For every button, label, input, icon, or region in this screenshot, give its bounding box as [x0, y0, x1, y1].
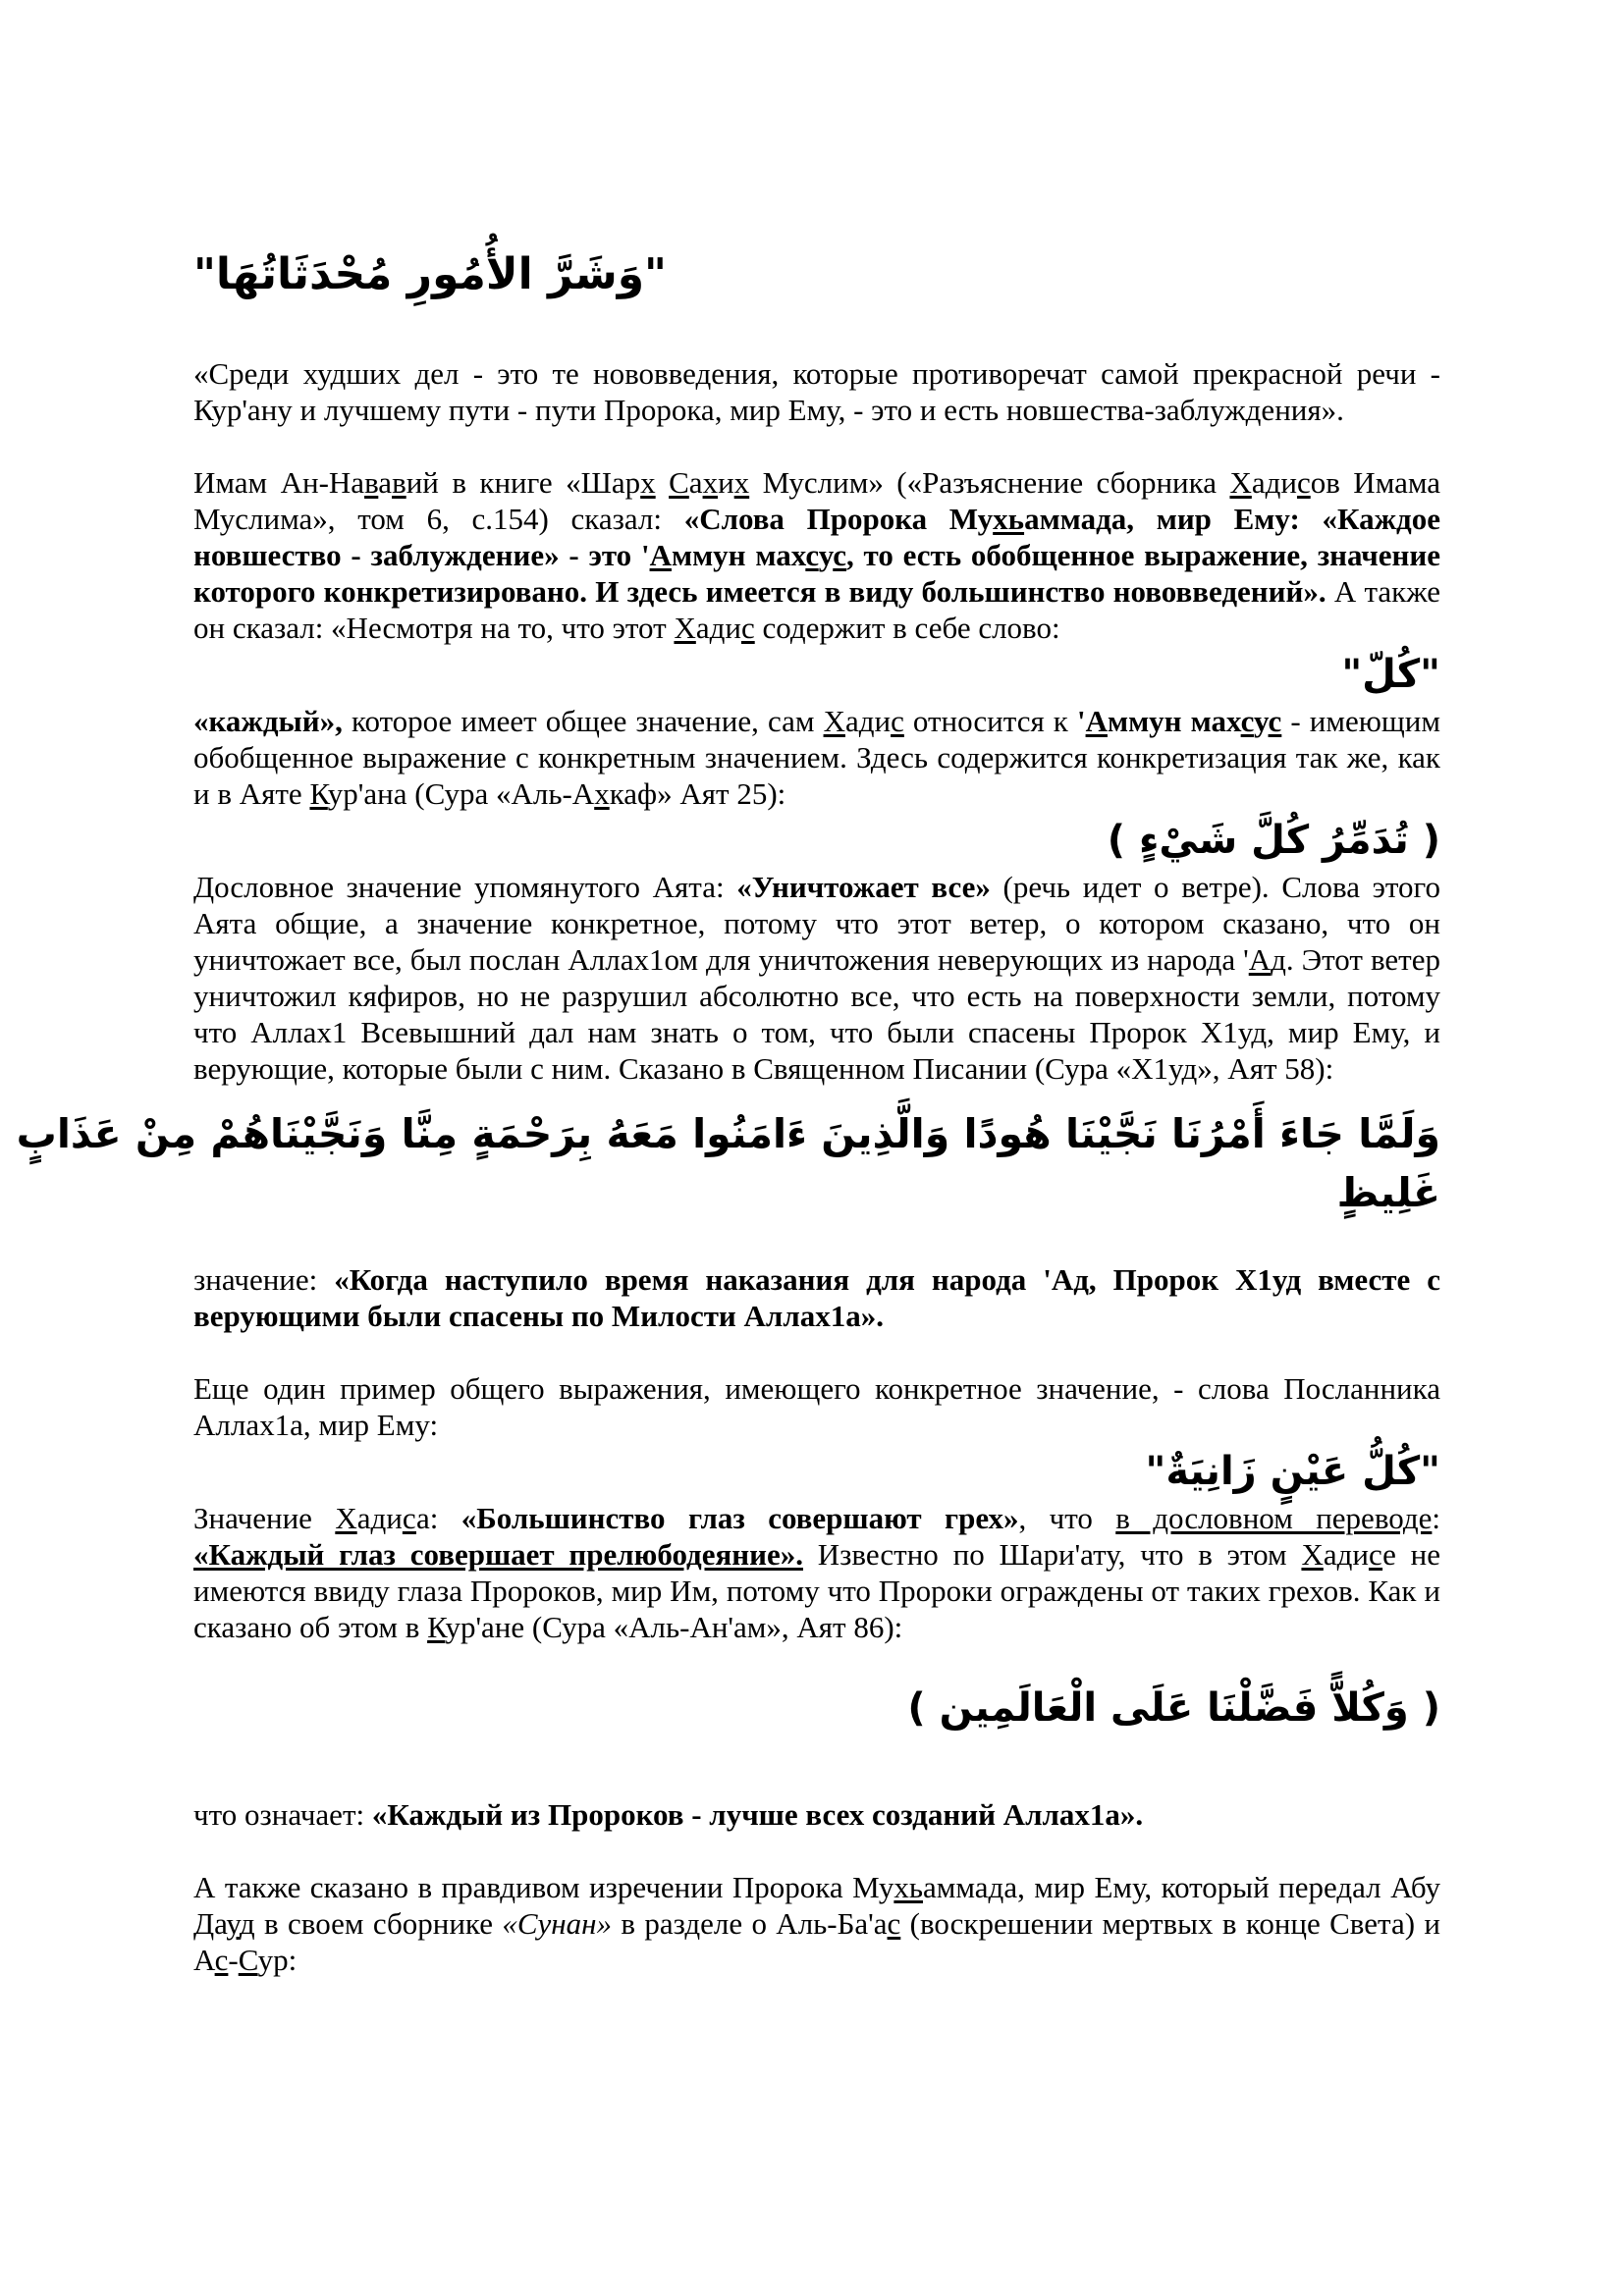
paragraph-6: Еще один пример общего выражения, имеющего конкретное значение, - слова Посланника Аллах1а, мир Ему:: [193, 1371, 1440, 1442]
arabic-ayah-2-line-2: غَلِيظٍ: [1336, 1169, 1440, 1216]
paragraph-5: значение: «Когда наступило время наказания для народа 'Ад, Пророк Х1уд вместе с верующими были спасены по Милости Аллах1а».: [193, 1262, 1440, 1333]
paragraph-2: Имам Ан-Нававий в книге «Шарх Сахих Муслим» («Разъяснение сборника Хадисов Имама Муслима», том 6, с.154) сказал: «Слова Пророка Мухьаммада, мир Ему: «Каждое новшество - заблуждение» - это 'Аммун махсус, то есть обобщенное выражение, значение которого конкретизировано. И здесь имеется в виду большинство нововведений». А также он сказал: «Несмотря на то, что этот Хадис содержит в себе слово:: [193, 465, 1441, 645]
arabic-ayah-3: ( وَكُلاًّ فَضَّلْنَا عَلَى الْعَالَمِين ): [907, 1685, 1440, 1731]
paragraph-4: Дословное значение упомянутого Аята: «Уничтожает все» (речь идет о ветре). Слова этого Аята общие, а значение конкретное, потому что этот ветер, о котором сказано, что он уничтожает все, был послан Аллах1ом для уничтожения неверующих из народа 'Ад. Этот ветер уничтожил кяфиров, но не разрушил абсолютно все, что есть на поверхности земли, потому что Аллах1 Всевышний дал нам знать о том, что были спасены Пророк Х1уд, мир Ему, и верующие, которые были с ним. Сказано в Священном Писании (Сура «Х1уд», Аят 58):: [193, 870, 1440, 1086]
paragraph-9: А также сказано в правдивом изречении Пророка Мухьаммада, мир Ему, который передал Абу Дауд в своем сборнике «Сунан» в разделе о Аль-Ба'ас (воскрешении мертвых в конце Света) и Ас-Сур:: [193, 1870, 1440, 1977]
paragraph-1: «Среди худших дел - это те нововведения, которые противоречат самой прекрасной речи - Кур'ану и лучшему пути - пути Пророка, мир Ему, - это и есть новшества-заблуждения».: [193, 356, 1440, 427]
document-page: [16, 245, 1441, 1978]
paragraph-7: Значение Хадиса: «Большинство глаз совершают грех», что в дословном переводе: «Каждый глаз совершает прелюбодеяние». Известно по Шари'ату, что в этом Хадисе не имеются ввиду глаза Пророков, мир Им, потому что Пророки ограждены от таких грехов. Как и сказано об этом в Кур'ане (Сура «Аль-Ан'ам», Аят 86):: [193, 1501, 1441, 1644]
arabic-word-kull: "كُلّ": [1341, 652, 1440, 697]
arabic-ayah-2: [16, 1104, 1440, 1222]
arabic-ayah-2-line-1: وَلَمَّا جَاءَ أَمْرُنَا نَجَّيْنَا هُودًا وَالَّذِينَ ءَامَنُوا مَعَهُ بِرَحْمَةٍ مِنَّا وَنَجَّيْنَاهُمْ مِنْ عَذَابٍ: [16, 1110, 1440, 1157]
paragraph-3: «каждый», которое имеет общее значение, сам Хадис относится к 'Аммун махсус - имеющим обобщенное выражение с конкретным значением. Здесь содержится конкретизация так же, как и в Аяте Кур'ана (Сура «Аль-Ахкаф» Аят 25):: [193, 704, 1440, 811]
arabic-heading: "وَشَرَّ الأُمُورِ مُحْدَثَاتُهَا": [193, 249, 667, 299]
arabic-hadith: "كُلُّ عَيْنٍ زَانِيَةٌ": [1145, 1449, 1440, 1494]
arabic-ayah-1: ( تُدَمِّرُ كُلَّ شَيْءٍ ): [1107, 818, 1440, 863]
paragraph-8: что означает: «Каждый из Пророков - лучше всех созданий Аллах1а».: [193, 1797, 1144, 1832]
